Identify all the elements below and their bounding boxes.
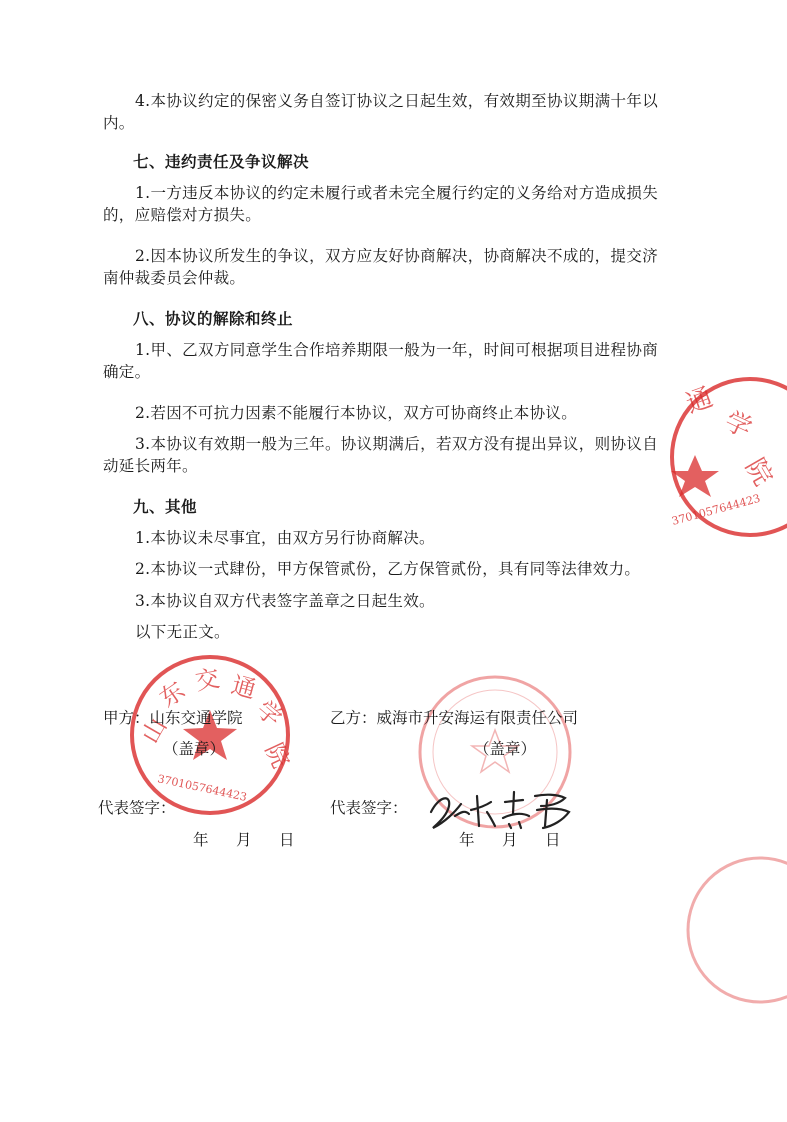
seal-a-char: 通: [228, 670, 259, 705]
side-seal-partial: [665, 375, 787, 540]
clause-8-2: 2.若因不可抗力因素不能履行本协议，双方可协商终止本协议。: [135, 404, 577, 422]
party-a-seal-note: （盖章）: [163, 740, 226, 758]
side-seal-char: 通: [682, 382, 717, 420]
side-seal-char: 学: [720, 406, 757, 445]
party-b-rep-label: 代表签字：: [330, 799, 408, 817]
clause-9-1: 1.本协议未尽事宜，由双方另行协商解决。: [135, 529, 435, 547]
seal-a-char: 院: [259, 738, 295, 773]
party-a-name: 山东交通学院: [149, 709, 243, 727]
section-7-heading: 七、违约责任及争议解决: [133, 152, 310, 171]
seal-a-char: 交: [193, 664, 222, 696]
party-a-rep-label: 代表签字：: [98, 799, 176, 817]
party-a-date: 年 月 日: [193, 831, 301, 849]
seal-a-char: 山: [135, 713, 173, 748]
party-b-seal-note: （盖章）: [474, 740, 537, 758]
party-a-label: 甲方：山东交通学院: [103, 709, 243, 727]
clause-7-1: 1.一方违反本协议的约定未履行或者未完全履行约定的义务给对方造成损失的，应赔偿对方损失。: [103, 184, 658, 224]
seal-a-code: 3701057644423: [156, 772, 249, 804]
clause-9-2: 2.本协议一式肆份，甲方保管贰份，乙方保管贰份，具有同等法律效力。: [135, 560, 641, 578]
party-b-date: 年 月 日: [459, 831, 567, 849]
party-b-name: 威海市升安海运有限责任公司: [376, 709, 579, 727]
clause-8-3: 3.本协议有效期一般为三年。协议期满后，若双方没有提出异议，则协议自动延长两年。: [103, 435, 658, 475]
clause-7-2: 2.因本协议所发生的争议，双方应友好协商解决，协商解决不成的，提交济南仲裁委员会仲裁。: [103, 247, 658, 287]
seal-a-char: 学: [251, 695, 288, 733]
party-b-label: 乙方：威海市升安海运有限责任公司: [330, 709, 579, 727]
end-note: 以下无正文。: [135, 623, 230, 641]
party-a-seal: [125, 650, 295, 820]
side-seal-partial-faint: [655, 850, 787, 1010]
side-seal-code: 3701057644423: [670, 491, 762, 528]
side-seal-char: 院: [738, 453, 778, 492]
clause-6-4: 4.本协议约定的保密义务自签订协议之日起生效，有效期至协议期满十年以内。: [103, 92, 658, 132]
clause-9-3: 3.本协议自双方代表签字盖章之日起生效。: [135, 592, 435, 610]
section-8-heading: 八、协议的解除和终止: [133, 309, 294, 328]
seal-a-char: 东: [154, 676, 191, 713]
section-9-heading: 九、其他: [133, 497, 198, 516]
clause-8-1: 1.甲、乙双方同意学生合作培养期限一般为一年，时间可根据项目进程协商确定。: [103, 341, 658, 381]
